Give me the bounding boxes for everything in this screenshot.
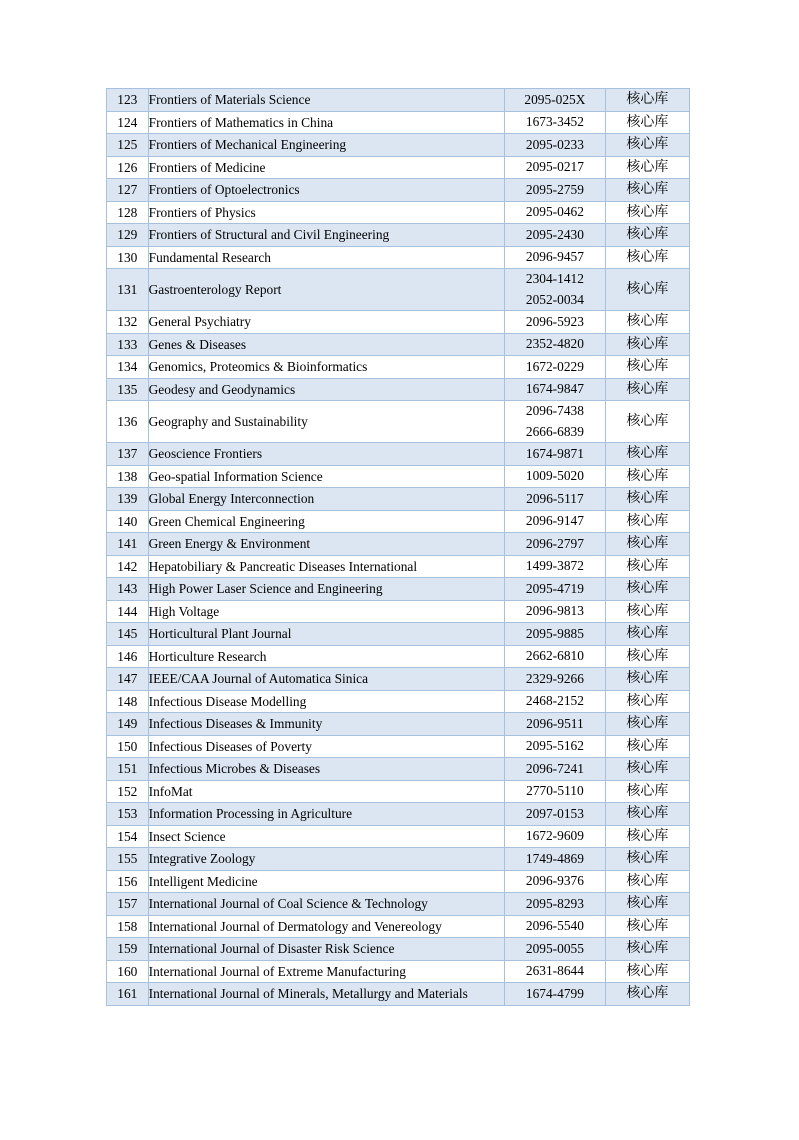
core-library-status-label: 核心库 bbox=[605, 333, 689, 356]
journal-name: International Journal of Coal Science & Technology bbox=[148, 896, 428, 911]
journal-name-cell bbox=[148, 848, 505, 871]
issn-cell bbox=[505, 134, 606, 157]
table-row bbox=[107, 111, 690, 134]
row-number: 138 bbox=[107, 465, 149, 488]
issn-cell bbox=[505, 983, 606, 1006]
table-row bbox=[107, 179, 690, 202]
issn-value: 2096-7438 bbox=[525, 403, 584, 418]
table-row bbox=[107, 713, 690, 736]
issn-value: 2095-0233 bbox=[525, 136, 584, 152]
row-number: 155 bbox=[107, 848, 149, 871]
issn-value: 2095-4719 bbox=[525, 580, 584, 596]
issn-value: 1674-9847 bbox=[525, 381, 584, 396]
row-number: 141 bbox=[107, 533, 149, 556]
journal-name-cell bbox=[148, 488, 505, 511]
core-library-status-label: 核心库 bbox=[605, 555, 689, 578]
table-row bbox=[107, 983, 690, 1006]
issn-value: 2096-2797 bbox=[525, 535, 584, 551]
journal-name-cell bbox=[148, 578, 505, 601]
journal-name: Integrative Zoology bbox=[148, 851, 256, 866]
issn-value: 2096-7241 bbox=[525, 760, 584, 776]
core-library-status-label: 核心库 bbox=[605, 668, 689, 691]
core-library-status-label: 核心库 bbox=[605, 533, 689, 556]
journal-name-cell bbox=[148, 156, 505, 179]
issn-value: 1673-3452 bbox=[525, 114, 584, 129]
row-number: 143 bbox=[107, 578, 149, 601]
row-number: 131 bbox=[107, 269, 149, 311]
journal-name-cell bbox=[148, 825, 505, 848]
row-number: 144 bbox=[107, 600, 149, 623]
journal-name-cell bbox=[148, 870, 505, 893]
row-number: 128 bbox=[107, 201, 149, 224]
issn-value: 2352-4820 bbox=[525, 336, 584, 351]
issn-value: 2095-0462 bbox=[525, 204, 584, 219]
issn-cell bbox=[505, 269, 606, 311]
journal-name: Infectious Diseases & Immunity bbox=[148, 716, 323, 731]
journal-name-cell bbox=[148, 333, 505, 356]
row-number: 150 bbox=[107, 735, 149, 758]
journal-name: Insect Science bbox=[148, 828, 226, 844]
core-library-status-label: 核心库 bbox=[605, 269, 689, 311]
journal-name: Frontiers of Optoelectronics bbox=[148, 182, 300, 197]
journal-name-cell bbox=[148, 893, 505, 916]
issn-value: 2096-9457 bbox=[525, 249, 584, 264]
core-library-status-label: 核心库 bbox=[605, 224, 689, 247]
issn-cell bbox=[505, 311, 606, 334]
issn-value: 2096-5117 bbox=[526, 490, 584, 506]
row-number: 154 bbox=[107, 825, 149, 848]
table-row bbox=[107, 134, 690, 157]
issn-cell bbox=[505, 156, 606, 179]
table-row bbox=[107, 803, 690, 826]
issn-value: 1749-4869 bbox=[525, 850, 584, 866]
issn-cell bbox=[505, 465, 606, 488]
row-number: 137 bbox=[107, 443, 149, 466]
row-number: 124 bbox=[107, 111, 149, 134]
table-row bbox=[107, 915, 690, 938]
issn-value: 2095-0217 bbox=[525, 159, 584, 174]
journal-name-cell bbox=[148, 713, 505, 736]
row-number: 132 bbox=[107, 311, 149, 334]
row-number: 123 bbox=[107, 89, 149, 112]
issn-value: 1674-4799 bbox=[525, 985, 584, 1001]
table-row bbox=[107, 690, 690, 713]
core-library-status-label: 核心库 bbox=[605, 645, 689, 668]
table-row bbox=[107, 201, 690, 224]
table-row bbox=[107, 668, 690, 691]
row-number: 140 bbox=[107, 510, 149, 533]
row-number: 146 bbox=[107, 645, 149, 668]
row-number: 159 bbox=[107, 938, 149, 961]
journal-name-cell bbox=[148, 401, 505, 443]
core-library-status-label: 核心库 bbox=[605, 134, 689, 157]
table-row bbox=[107, 825, 690, 848]
table-row bbox=[107, 246, 690, 269]
journal-name: International Journal of Dermatology and Venereology bbox=[148, 918, 442, 934]
journal-name-cell bbox=[148, 246, 505, 269]
core-library-status-label: 核心库 bbox=[605, 870, 689, 893]
issn-cell bbox=[505, 378, 606, 401]
row-number: 161 bbox=[107, 983, 149, 1006]
table-row bbox=[107, 758, 690, 781]
core-library-status-label: 核心库 bbox=[605, 89, 689, 112]
journal-name-cell bbox=[148, 224, 505, 247]
row-number: 139 bbox=[107, 488, 149, 511]
issn-value: 2666-6839 bbox=[525, 423, 584, 439]
journal-name-cell bbox=[148, 555, 505, 578]
issn-cell bbox=[505, 111, 606, 134]
journal-name: Genes & Diseases bbox=[148, 336, 247, 352]
journal-name: Frontiers of Structural and Civil Engineering bbox=[148, 227, 390, 242]
issn-value: 2096-9147 bbox=[525, 513, 584, 528]
row-number: 148 bbox=[107, 690, 149, 713]
journal-name-cell bbox=[148, 645, 505, 668]
journal-name: Frontiers of Physics bbox=[148, 204, 256, 220]
journal-name: Geo-spatial Information Science bbox=[148, 468, 323, 484]
table-row bbox=[107, 645, 690, 668]
core-library-status-label: 核心库 bbox=[605, 893, 689, 916]
journal-name-cell bbox=[148, 960, 505, 983]
table-row bbox=[107, 848, 690, 871]
journal-name: Geodesy and Geodynamics bbox=[148, 381, 296, 397]
issn-value: 1672-9609 bbox=[525, 828, 584, 843]
core-library-status-label: 核心库 bbox=[605, 803, 689, 826]
issn-value: 2662-6810 bbox=[525, 648, 584, 663]
issn-cell bbox=[505, 533, 606, 556]
table-row bbox=[107, 623, 690, 646]
issn-value: 2304-1412 bbox=[525, 271, 584, 286]
issn-cell bbox=[505, 668, 606, 691]
issn-cell bbox=[505, 510, 606, 533]
row-number: 125 bbox=[107, 134, 149, 157]
journal-name: Frontiers of Medicine bbox=[148, 159, 266, 175]
issn-value: 2096-9376 bbox=[525, 873, 584, 888]
journal-table-body bbox=[107, 89, 690, 1006]
journal-name: Geography and Sustainability bbox=[148, 413, 308, 429]
issn-value: 2631-8644 bbox=[525, 963, 584, 978]
journal-name-cell bbox=[148, 443, 505, 466]
core-library-status-label: 核心库 bbox=[605, 401, 689, 443]
journal-name: Green Energy & Environment bbox=[148, 536, 311, 551]
issn-cell bbox=[505, 443, 606, 466]
journal-name: Infectious Microbes & Diseases bbox=[148, 761, 321, 776]
table-row bbox=[107, 443, 690, 466]
issn-cell bbox=[505, 179, 606, 202]
journal-name: International Journal of Disaster Risk Science bbox=[148, 941, 395, 956]
journal-name: Infectious Diseases of Poverty bbox=[148, 738, 312, 754]
issn-value: 2770-5110 bbox=[526, 783, 584, 798]
row-number: 136 bbox=[107, 401, 149, 443]
core-library-status-label: 核心库 bbox=[605, 201, 689, 224]
core-library-status-label: 核心库 bbox=[605, 623, 689, 646]
row-number: 134 bbox=[107, 356, 149, 379]
core-library-status-label: 核心库 bbox=[605, 915, 689, 938]
issn-cell bbox=[505, 645, 606, 668]
issn-value: 2468-2152 bbox=[525, 693, 584, 708]
table-row bbox=[107, 735, 690, 758]
core-library-status-label: 核心库 bbox=[605, 156, 689, 179]
issn-value: 2095-2430 bbox=[525, 226, 584, 242]
issn-cell bbox=[505, 938, 606, 961]
table-row bbox=[107, 780, 690, 803]
table-row bbox=[107, 488, 690, 511]
journal-name: High Power Laser Science and Engineering bbox=[148, 581, 383, 596]
journal-name: Frontiers of Materials Science bbox=[148, 92, 311, 107]
issn-cell bbox=[505, 713, 606, 736]
journal-name: Global Energy Interconnection bbox=[148, 491, 315, 506]
journal-list-table-container bbox=[106, 88, 690, 1006]
core-library-status-label: 核心库 bbox=[605, 356, 689, 379]
core-library-status-label: 核心库 bbox=[605, 378, 689, 401]
journal-name-cell bbox=[148, 378, 505, 401]
issn-value: 2095-2759 bbox=[525, 181, 584, 197]
core-library-status-label: 核心库 bbox=[605, 780, 689, 803]
core-library-status-label: 核心库 bbox=[605, 311, 689, 334]
journal-name-cell bbox=[148, 600, 505, 623]
issn-value: 1672-0229 bbox=[525, 358, 584, 374]
journal-name-cell bbox=[148, 533, 505, 556]
issn-cell bbox=[505, 960, 606, 983]
core-library-status-label: 核心库 bbox=[605, 179, 689, 202]
issn-value: 1009-5020 bbox=[525, 468, 584, 483]
journal-name-cell bbox=[148, 735, 505, 758]
journal-name-cell bbox=[148, 983, 505, 1006]
row-number: 156 bbox=[107, 870, 149, 893]
issn-cell bbox=[505, 356, 606, 379]
issn-cell bbox=[505, 915, 606, 938]
row-number: 129 bbox=[107, 224, 149, 247]
issn-value: 1499-3872 bbox=[525, 558, 584, 573]
row-number: 153 bbox=[107, 803, 149, 826]
journal-name-cell bbox=[148, 201, 505, 224]
row-number: 157 bbox=[107, 893, 149, 916]
table-row bbox=[107, 533, 690, 556]
row-number: 151 bbox=[107, 758, 149, 781]
journal-name: Green Chemical Engineering bbox=[148, 513, 305, 529]
table-row bbox=[107, 156, 690, 179]
journal-name: InfoMat bbox=[148, 783, 193, 799]
core-library-status-label: 核心库 bbox=[605, 465, 689, 488]
core-library-status-label: 核心库 bbox=[605, 488, 689, 511]
issn-cell bbox=[505, 488, 606, 511]
issn-value: 2096-5540 bbox=[525, 918, 584, 933]
core-library-status-label: 核心库 bbox=[605, 578, 689, 601]
journal-name: International Journal of Extreme Manufacturing bbox=[148, 963, 406, 979]
core-library-status-label: 核心库 bbox=[605, 713, 689, 736]
journal-name-cell bbox=[148, 668, 505, 691]
row-number: 158 bbox=[107, 915, 149, 938]
journal-name: Frontiers of Mechanical Engineering bbox=[148, 137, 347, 152]
table-row bbox=[107, 311, 690, 334]
issn-value: 2096-9813 bbox=[525, 603, 584, 618]
issn-value: 2095-0055 bbox=[525, 940, 584, 956]
issn-value: 2095-8293 bbox=[525, 895, 584, 911]
issn-cell bbox=[505, 201, 606, 224]
table-row bbox=[107, 510, 690, 533]
row-number: 149 bbox=[107, 713, 149, 736]
table-row bbox=[107, 960, 690, 983]
core-library-status-label: 核心库 bbox=[605, 510, 689, 533]
issn-value: 2329-9266 bbox=[525, 670, 584, 686]
journal-name-cell bbox=[148, 758, 505, 781]
journal-name-cell bbox=[148, 510, 505, 533]
issn-cell bbox=[505, 870, 606, 893]
issn-value: 2095-025X bbox=[524, 91, 586, 107]
table-row bbox=[107, 578, 690, 601]
table-row bbox=[107, 224, 690, 247]
core-library-status-label: 核心库 bbox=[605, 600, 689, 623]
journal-name: IEEE/CAA Journal of Automatica Sinica bbox=[148, 671, 369, 686]
journal-name-cell bbox=[148, 803, 505, 826]
journal-name: Horticulture Research bbox=[148, 648, 267, 664]
row-number: 126 bbox=[107, 156, 149, 179]
journal-name: Geoscience Frontiers bbox=[148, 446, 263, 461]
journal-list-table bbox=[106, 88, 690, 1006]
journal-name-cell bbox=[148, 780, 505, 803]
row-number: 152 bbox=[107, 780, 149, 803]
journal-name: Information Processing in Agriculture bbox=[148, 806, 353, 821]
issn-value: 2096-9511 bbox=[526, 715, 584, 731]
issn-value: 2095-5162 bbox=[525, 738, 584, 753]
issn-value: 1674-9871 bbox=[525, 445, 584, 461]
table-row bbox=[107, 600, 690, 623]
table-row bbox=[107, 333, 690, 356]
issn-cell bbox=[505, 848, 606, 871]
row-number: 142 bbox=[107, 555, 149, 578]
journal-name-cell bbox=[148, 915, 505, 938]
issn-cell bbox=[505, 803, 606, 826]
issn-cell bbox=[505, 893, 606, 916]
row-number: 133 bbox=[107, 333, 149, 356]
core-library-status-label: 核心库 bbox=[605, 111, 689, 134]
issn-cell bbox=[505, 690, 606, 713]
journal-name: Genomics, Proteomics & Bioinformatics bbox=[148, 359, 368, 374]
table-row bbox=[107, 356, 690, 379]
journal-name: International Journal of Minerals, Metallurgy and Materials bbox=[148, 986, 468, 1001]
row-number: 130 bbox=[107, 246, 149, 269]
table-row bbox=[107, 401, 690, 443]
journal-name-cell bbox=[148, 690, 505, 713]
issn-cell bbox=[505, 600, 606, 623]
journal-name: Intelligent Medicine bbox=[148, 873, 258, 889]
core-library-status-label: 核心库 bbox=[605, 825, 689, 848]
issn-value: 2095-9885 bbox=[525, 625, 584, 641]
journal-name: General Psychiatry bbox=[148, 314, 251, 329]
core-library-status-label: 核心库 bbox=[605, 246, 689, 269]
journal-name-cell bbox=[148, 89, 505, 112]
table-row bbox=[107, 89, 690, 112]
journal-name-cell bbox=[148, 311, 505, 334]
issn-cell bbox=[505, 825, 606, 848]
journal-name: Hepatobiliary & Pancreatic Diseases International bbox=[148, 558, 418, 574]
row-number: 160 bbox=[107, 960, 149, 983]
issn-cell bbox=[505, 224, 606, 247]
core-library-status-label: 核心库 bbox=[605, 848, 689, 871]
journal-name-cell bbox=[148, 269, 505, 311]
issn-cell bbox=[505, 578, 606, 601]
journal-name-cell bbox=[148, 111, 505, 134]
row-number: 147 bbox=[107, 668, 149, 691]
core-library-status-label: 核心库 bbox=[605, 735, 689, 758]
row-number: 145 bbox=[107, 623, 149, 646]
journal-name-cell bbox=[148, 356, 505, 379]
table-row bbox=[107, 378, 690, 401]
issn-cell bbox=[505, 758, 606, 781]
issn-cell bbox=[505, 555, 606, 578]
core-library-status-label: 核心库 bbox=[605, 690, 689, 713]
journal-name: Fundamental Research bbox=[148, 249, 271, 265]
issn-value: 2097-0153 bbox=[525, 805, 584, 821]
issn-cell bbox=[505, 333, 606, 356]
core-library-status-label: 核心库 bbox=[605, 758, 689, 781]
issn-cell bbox=[505, 246, 606, 269]
journal-name: Frontiers of Mathematics in China bbox=[148, 114, 334, 130]
issn-value: 2052-0034 bbox=[525, 291, 584, 307]
journal-name-cell bbox=[148, 465, 505, 488]
journal-name: Horticultural Plant Journal bbox=[148, 626, 292, 641]
journal-name: Gastroenterology Report bbox=[148, 281, 282, 297]
journal-name: Infectious Disease Modelling bbox=[148, 693, 307, 709]
journal-name-cell bbox=[148, 134, 505, 157]
issn-value: 2096-5923 bbox=[525, 313, 584, 329]
table-row bbox=[107, 555, 690, 578]
journal-name-cell bbox=[148, 938, 505, 961]
journal-name-cell bbox=[148, 623, 505, 646]
issn-cell bbox=[505, 401, 606, 443]
row-number: 127 bbox=[107, 179, 149, 202]
issn-cell bbox=[505, 735, 606, 758]
core-library-status-label: 核心库 bbox=[605, 443, 689, 466]
table-row bbox=[107, 269, 690, 311]
table-row bbox=[107, 938, 690, 961]
issn-cell bbox=[505, 89, 606, 112]
issn-cell bbox=[505, 623, 606, 646]
table-row bbox=[107, 893, 690, 916]
core-library-status-label: 核心库 bbox=[605, 960, 689, 983]
journal-name: High Voltage bbox=[148, 603, 220, 619]
journal-name-cell bbox=[148, 179, 505, 202]
table-row bbox=[107, 870, 690, 893]
core-library-status-label: 核心库 bbox=[605, 983, 689, 1006]
issn-cell bbox=[505, 780, 606, 803]
core-library-status-label: 核心库 bbox=[605, 938, 689, 961]
table-row bbox=[107, 465, 690, 488]
row-number: 135 bbox=[107, 378, 149, 401]
